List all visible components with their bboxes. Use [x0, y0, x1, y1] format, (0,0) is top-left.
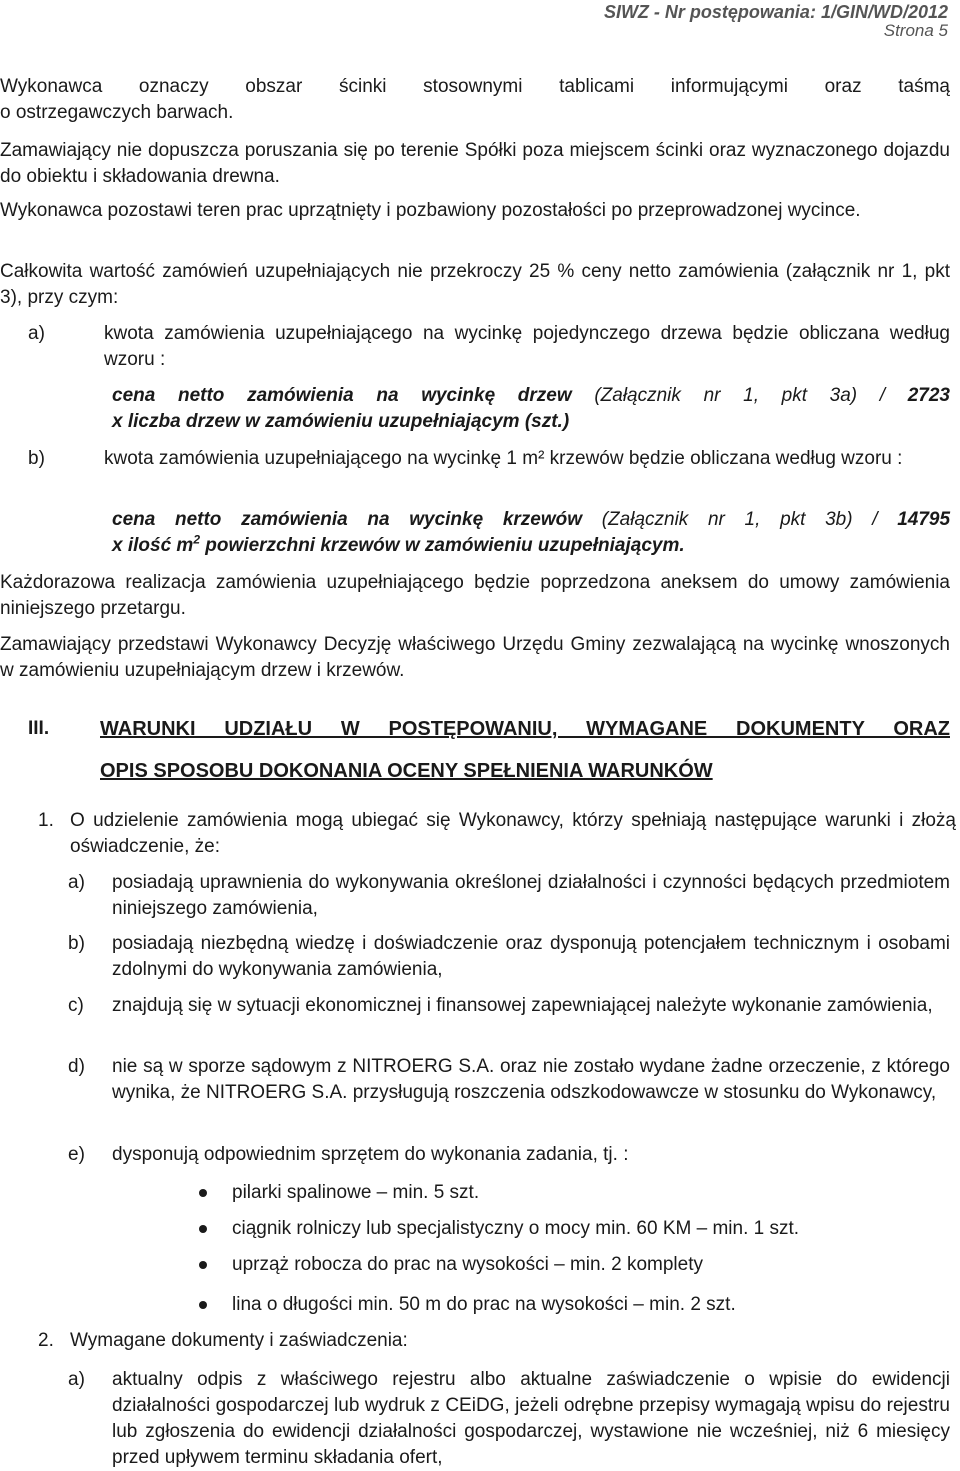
formula-b-line1: [112, 507, 950, 533]
item-label-a: a): [28, 323, 45, 344]
point1-item-d-text: nie są w sporze sądowym z NITROERG S.A. oraz nie zostało wydane żadne orzeczenie, z którego wynika, że NITROERG S.A. przysługują roszczenia odszkodowawcze w stosunku do Wykonawcy,: [112, 1056, 950, 1103]
bullet-icon: [199, 1189, 207, 1197]
point1-item-c-text: znajdują się w sytuacji ekonomicznej i finansowej zapewniającej należyte wykonanie zamówienia,: [112, 995, 933, 1016]
equipment-item-harness: uprząż robocza do prac na wysokości – min. 2 komplety: [232, 1254, 703, 1275]
point2-item-a-label: a): [68, 1369, 85, 1390]
point2-item-a-text: aktualny odpis z właściwego rejestru albo aktualne zaświadczenie o wpisie do ewidencji działalności gospodarczej lub wydruk z CEiDG, jeżeli odrębne przepisy wymagają wpisu do rejestru lub zgłoszenia do ewidencji działalności gospodarczej, wystawione nie wcześniej, niż 6 miesięcy przed upływem terminu składania ofert,: [112, 1369, 950, 1468]
formula-a-divisor: 2723: [907, 385, 951, 406]
point1-item-e-label: e): [68, 1144, 85, 1165]
formula-b-description: kwota zamówienia uzupełniającego na wycinkę 1 m² krzewów będzie obliczana według wzoru :: [104, 448, 903, 469]
formula-a-description: kwota zamówienia uzupełniającego na wycinkę pojedynczego drzewa będzie obliczana według wzoru :: [104, 323, 950, 370]
paragraph-movement: Zamawiający nie dopuszcza poruszania się po terenie Spółki poza miejscem ścinki oraz wyznaczonego dojazdu do obiektu i składowania drewna.: [0, 140, 950, 187]
formula-b-superscript: 2: [193, 532, 201, 547]
point1-item-d-label: d): [68, 1056, 85, 1077]
section-title-line1: WARUNKI UDZIAŁU W POSTĘPOWANIU, WYMAGANE DOKUMENTY ORAZ: [100, 718, 950, 740]
formula-a-price-text: cena netto zamówienia na wycinkę drzew: [112, 385, 572, 406]
point1-item-b-text: posiadają niezbędną wiedzę i doświadczenie oraz dysponują potencjałem technicznym i osobami zdolnymi do wykonywania zamówienia,: [112, 933, 950, 980]
point1-item-a-text: posiadają uprawnienia do wykonywania określonej działalności i czynności będących przedmiotem niniejszego zamówienia,: [112, 872, 950, 919]
point1-item-b-label: b): [68, 933, 85, 954]
formula-b-price-text: cena netto zamówienia na wycinkę krzewów: [112, 509, 583, 530]
equipment-item-tractor: ciągnik rolniczy lub specjalistyczny o mocy min. 60 KM – min. 1 szt.: [232, 1218, 800, 1239]
formula-b-area-prefix: x ilość m: [112, 535, 194, 556]
point1-text: O udzielenie zamówienia mogą ubiegać się Wykonawcy, którzy spełniają następujące warunki i złożą oświadczenie, że:: [70, 810, 956, 857]
point1-item-e-text: dysponują odpowiednim sprzętem do wykonania zadania, tj. :: [112, 1144, 629, 1165]
formula-a-line1: [112, 383, 950, 409]
equipment-item-chainsaws: pilarki spalinowe – min. 5 szt.: [232, 1182, 480, 1203]
paragraph-decision: Zamawiający przedstawi Wykonawcy Decyzję właściwego Urzędu Gminy zezwalającą na wycinkę wnoszonych w zamówieniu uzupełniającym drzew i krzewów.: [0, 634, 950, 681]
point2-number: 2.: [38, 1330, 54, 1351]
bullet-icon: [199, 1301, 207, 1309]
formula-b-reference: (Załącznik nr 1, pkt 3b) /: [601, 509, 878, 530]
page-number: Strona 5: [883, 21, 948, 40]
paragraph-marking-line2: o ostrzegawczych barwach.: [0, 102, 234, 123]
paragraph-total-value: Całkowita wartość zamówień uzupełniających nie przekroczy 25 % ceny netto zamówienia (załącznik nr 1, pkt 3), przy czym:: [0, 261, 950, 308]
formula-b-area-suffix: powierzchni krzewów w zamówieniu uzupełniającym.: [205, 535, 685, 556]
formula-b-divisor: 14795: [897, 509, 951, 530]
bullet-icon: [199, 1261, 207, 1269]
paragraph-annex: Każdorazowa realizacja zamówienia uzupełniającego będzie poprzedzona aneksem do umowy zamówienia niniejszego przetargu.: [0, 572, 950, 619]
section-number: III.: [28, 718, 50, 739]
item-label-b: b): [28, 448, 45, 469]
paragraph-cleanup: Wykonawca pozostawi teren prac uprzątnięty i pozbawiony pozostałości po przeprowadzonej wycince.: [0, 200, 861, 221]
point1-number: 1.: [38, 810, 54, 831]
formula-a-reference: (Załącznik nr 1, pkt 3a) /: [594, 385, 886, 406]
point1-item-a-label: a): [68, 872, 85, 893]
point2-text: Wymagane dokumenty i zaświadczenia:: [70, 1330, 408, 1351]
paragraph-marking-line1: Wykonawca oznaczy obszar ścinki stosownymi tablicami informującymi oraz taśmą: [0, 76, 950, 97]
bullet-icon: [199, 1225, 207, 1233]
formula-a-line2: x liczba drzew w zamówieniu uzupełniającym (szt.): [112, 411, 570, 432]
document-header-title: SIWZ - Nr postępowania: 1/GIN/WD/2012: [603, 2, 948, 22]
formula-b-line2: [112, 533, 685, 559]
equipment-item-rope: lina o długości min. 50 m do prac na wysokości – min. 2 szt.: [232, 1294, 736, 1315]
section-title-line2: OPIS SPOSOBU DOKONANIA OCENY SPEŁNIENIA WARUNKÓW: [100, 760, 713, 782]
point1-item-c-label: c): [68, 995, 84, 1016]
